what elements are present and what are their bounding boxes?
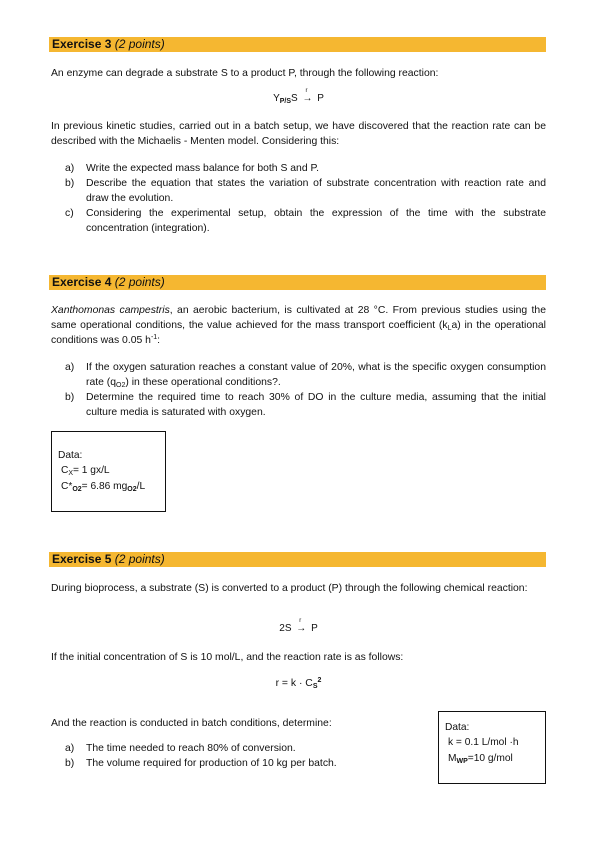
question-text: Determine the required time to reach 30% of DO in the culture media, assuming that the initial culture media is saturated with oxygen. xyxy=(86,392,546,419)
exercise-4-data-box xyxy=(51,431,166,512)
exercise-5-header xyxy=(49,552,546,567)
reaction-substrate: S xyxy=(291,93,298,104)
species-name: Xanthomonas campestris xyxy=(51,305,170,316)
question-text-part: ) in these operational conditions?. xyxy=(125,377,281,389)
question-item xyxy=(65,206,546,236)
exercise-4-header xyxy=(49,275,546,290)
reaction-arrow: r → xyxy=(302,88,313,104)
data-c-star-value: = 6.86 mg xyxy=(81,480,128,492)
question-text: Considering the experimental setup, obtain the expression of the time with the substrate concentration (integration). xyxy=(86,208,546,235)
reaction-yield: Y xyxy=(273,93,280,104)
data-k: k = 0.1 L/mol ·h xyxy=(448,737,519,749)
data-c-star-sub: O2 xyxy=(72,485,82,493)
data-mw-m: M xyxy=(448,752,457,764)
question-label: a) xyxy=(65,362,75,373)
exercise-5-data-box xyxy=(438,711,546,784)
question-item xyxy=(65,176,546,206)
exercise-5-questions xyxy=(65,741,375,771)
exercise-5-paragraph-2: And the reaction is conducted in batch conditions, determine: xyxy=(51,718,332,729)
reaction-product: P xyxy=(311,623,318,634)
question-sub: O2 xyxy=(116,382,126,390)
question-label: b) xyxy=(65,758,75,770)
data-cx-value: = 1 gx/L xyxy=(73,465,110,477)
exercise-5-points: (2 points) xyxy=(114,552,165,566)
rate-eq-sub: S xyxy=(312,683,318,690)
question-text: The volume required for production of 10 kg per batch. xyxy=(86,758,337,770)
exercise-4-title: Exercise 4 xyxy=(52,275,112,289)
rate-eq-main: r = k · C xyxy=(275,678,313,689)
question-text: Write the expected mass balance for both S and P. xyxy=(86,163,319,174)
question-text: The time needed to reach 80% of conversion. xyxy=(86,743,296,754)
reaction-arrow-label: r xyxy=(299,618,302,624)
reaction-substrate: 2S xyxy=(279,623,292,634)
question-item xyxy=(65,161,546,176)
exercise-5-paragraph: If the initial concentration of S is 10 mol/L, and the reaction rate is as follows: xyxy=(51,652,404,663)
intro-part-a: , an aerobic bacterium, is cultivated at 28 °C. From previous studies using the same operational conditions, the value achieved for the mass transport coefficient (k xyxy=(51,305,546,332)
exercise-3-intro: An enzyme can degrade a substrate S to a product P, through the following reaction: xyxy=(51,68,439,79)
exercise-5-title: Exercise 5 xyxy=(52,552,112,566)
intro-part-c: : xyxy=(157,335,161,347)
exercise-4-questions xyxy=(65,360,546,420)
exercise-3-points: (2 points) xyxy=(114,37,165,51)
intro-part-b: a) in the operational conditions was 0.05 h xyxy=(51,320,546,347)
data-mw xyxy=(445,751,539,766)
data-title: Data: xyxy=(58,450,83,461)
data-c-star-unit: /L xyxy=(136,480,146,492)
data-c-star-c: C* xyxy=(61,480,73,492)
question-item xyxy=(65,360,546,390)
exercise-5-intro: During bioprocess, a substrate (S) is converted to a product (P) through the following chemical reaction: xyxy=(51,583,528,594)
reaction-yield-sub: P/S xyxy=(279,98,292,105)
question-item xyxy=(65,741,375,756)
question-item xyxy=(65,390,546,420)
question-label: a) xyxy=(65,743,75,754)
exercise-3-reaction xyxy=(51,88,546,107)
data-cx-c: C xyxy=(61,465,69,477)
question-item xyxy=(65,756,375,771)
question-text xyxy=(86,360,546,390)
intro-sup: -1 xyxy=(150,334,158,342)
rate-eq-sup: 2 xyxy=(317,677,322,684)
data-mw-value: =10 g/mol xyxy=(467,752,513,764)
reaction-product: P xyxy=(317,93,324,104)
data-cx-sub: X xyxy=(68,470,74,478)
question-text: Describe the equation that states the variation of substrate concentration with reaction rate and draw the evolution. xyxy=(86,178,546,205)
question-label: a) xyxy=(65,163,75,174)
reaction-arrow-label: r xyxy=(305,88,308,94)
reaction-arrow: r → xyxy=(296,618,307,634)
question-label: c) xyxy=(65,208,74,220)
data-title: Data: xyxy=(445,722,470,733)
question-label: b) xyxy=(65,178,75,190)
exercise-3-header xyxy=(49,37,546,52)
question-label: b) xyxy=(65,392,75,404)
exercise-3-title: Exercise 3 xyxy=(52,37,112,51)
exercise-3-questions xyxy=(65,161,546,236)
exercise-4-points: (2 points) xyxy=(114,275,165,289)
question-text-part: If the oxygen saturation reaches a constant value of 20%, what is the specific oxygen consumption rate (q xyxy=(86,362,546,389)
data-c-star-unit-sub: O2 xyxy=(127,485,137,493)
data-cx xyxy=(58,463,159,478)
exercise-5-reaction xyxy=(51,618,546,637)
exercise-4-intro xyxy=(51,303,546,348)
exercise-3-paragraph: In previous kinetic studies, carried out in a batch setup, we have discovered that the reaction rate can be described with the Michaelis - Menten model. Considering this: xyxy=(51,121,546,148)
data-mw-sub: WP xyxy=(456,757,468,765)
exercise-5-rate-equation xyxy=(51,676,546,691)
data-c-star xyxy=(58,479,159,494)
intro-sub: L xyxy=(447,325,452,333)
